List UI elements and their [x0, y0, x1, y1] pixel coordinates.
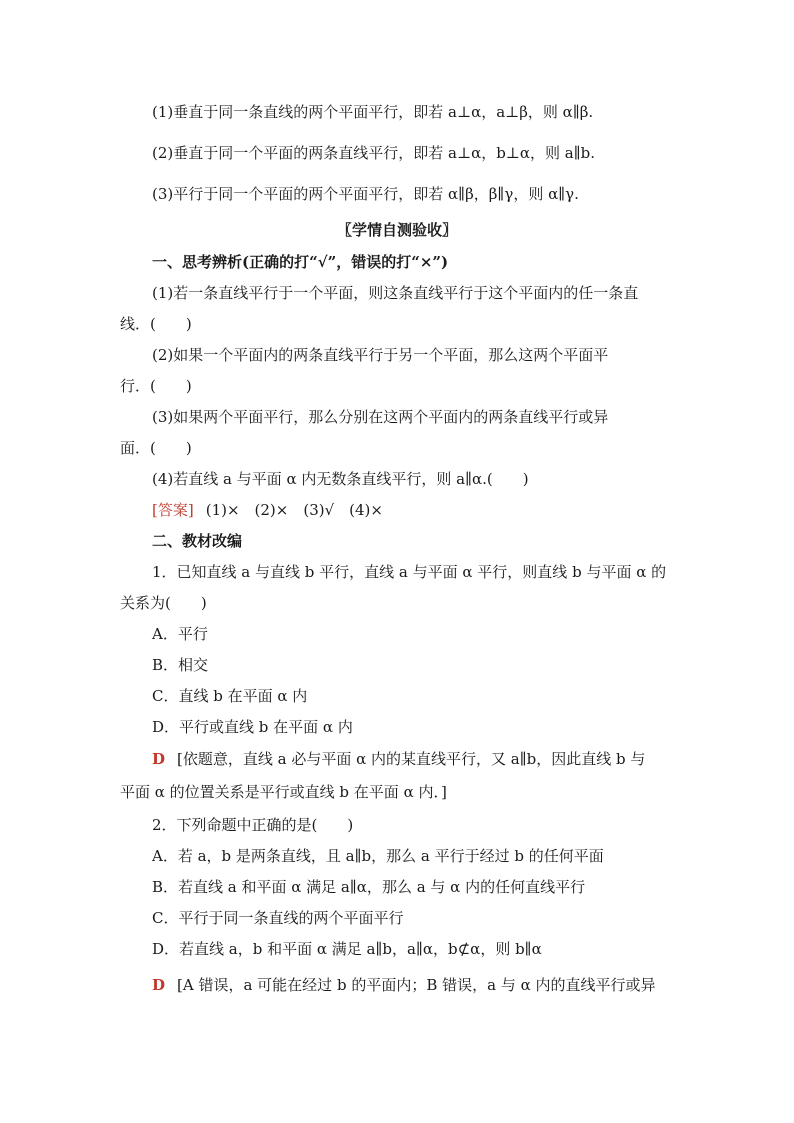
part1-heading: 一、思考辨析(正确的打“√”，错误的打“×”): [152, 253, 449, 271]
answer-text: (1)× (2)× (3)√ (4)×: [205, 501, 383, 519]
p1-option-c: C．直线 b 在平面 α 内: [152, 687, 308, 705]
p2-option-c: C．平行于同一条直线的两个平面平行: [152, 909, 404, 927]
p2-answer-letter: D: [152, 976, 166, 994]
p2-explanation-text1: [A 错误，a 可能在经过 b 的平面内；B 错误，a 与 α 内的直线平行或异: [177, 976, 656, 994]
p1-option-b: B．相交: [152, 656, 209, 674]
p1-explanation-line2: 平面 α 的位置关系是平行或直线 b 在平面 α 内．]: [120, 783, 447, 801]
section-title: [0, 220, 794, 240]
answer-row: [152, 500, 383, 520]
q2-line1: (2)如果一个平面内的两条直线平行于另一个平面，那么这两个平面平: [152, 346, 609, 364]
q1-line2: 线．( ): [120, 315, 192, 333]
p1-explanation-line1: [152, 749, 645, 769]
p2-option-d: D．若直线 a，b 和平面 α 满足 a∥b，a∥α，b⊄α，则 b∥α: [152, 940, 542, 958]
part2-heading: 二、教材改编: [152, 532, 243, 550]
left-bracket-icon: 〖: [336, 221, 352, 239]
p1-answer-letter: D: [152, 750, 166, 768]
right-bracket-icon: 〗: [442, 221, 458, 239]
answer-label: [答案]: [152, 501, 194, 519]
q3-line2: 面．( ): [120, 439, 192, 457]
q1-line1: (1)若一条直线平行于一个平面，则这条直线平行于这个平面内的任一条直: [152, 284, 639, 302]
p2-stem: 2．下列命题中正确的是( ): [152, 816, 354, 834]
property-1: (1)垂直于同一条直线的两个平面平行，即若 a⊥α，a⊥β，则 α∥β.: [152, 103, 594, 121]
p2-explanation-line1: [152, 975, 656, 995]
q2-line2: 行．( ): [120, 377, 192, 395]
p2-option-b: B．若直线 a 和平面 α 满足 a∥α，那么 a 与 α 内的任何直线平行: [152, 878, 586, 896]
p2-option-a: A．若 a，b 是两条直线，且 a∥b，那么 a 平行于经过 b 的任何平面: [152, 847, 604, 865]
p1-stem-line1: 1．已知直线 a 与直线 b 平行，直线 a 与平面 α 平行，则直线 b 与平面 α 的: [152, 563, 667, 581]
q4: (4)若直线 a 与平面 α 内无数条直线平行，则 a∥α.( ): [152, 470, 529, 488]
p1-explanation-text1: [依题意，直线 a 必与平面 α 内的某直线平行，又 a∥b，因此直线 b 与: [177, 750, 646, 768]
property-2: (2)垂直于同一个平面的两条直线平行，即若 a⊥α，b⊥α，则 a∥b.: [152, 144, 596, 162]
section-title-text: 学情自测验收: [351, 221, 442, 239]
p1-stem-line2: 关系为( ): [120, 594, 207, 612]
q3-line1: (3)如果两个平面平行，那么分别在这两个平面内的两条直线平行或异: [152, 408, 609, 426]
property-3: (3)平行于同一个平面的两个平面平行，即若 α∥β，β∥γ，则 α∥γ.: [152, 185, 579, 203]
p1-option-a: A．平行: [152, 625, 208, 643]
p1-option-d: D．平行或直线 b 在平面 α 内: [152, 718, 353, 736]
